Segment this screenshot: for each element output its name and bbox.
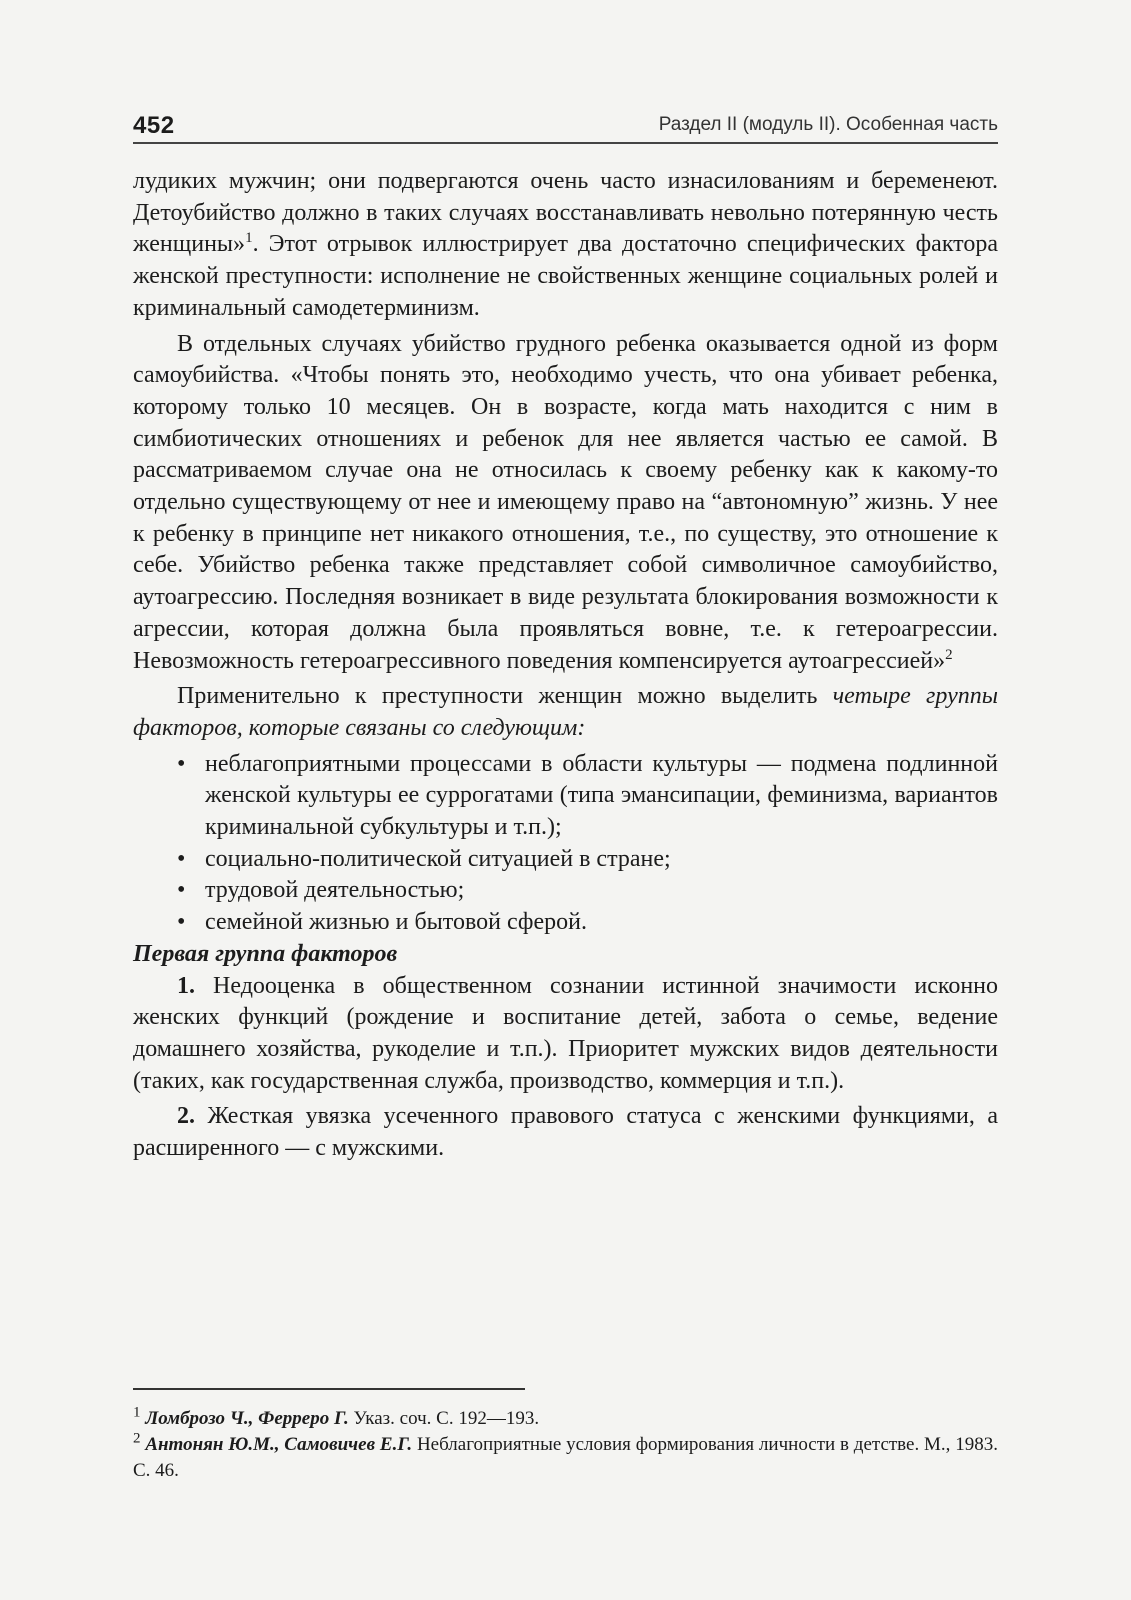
paragraph-text: лудиких мужчин; они подвергаются очень часто изнасилованиям и беременеют. Детоубийство должно в таких случаях восстанавливать невольно потерянную честь женщины» <box>133 168 998 258</box>
list-item: • социально-политической ситуацией в стране; <box>177 844 998 876</box>
list-item: • трудовой деятельностью; <box>177 875 998 907</box>
point-number: 2. <box>177 1103 195 1130</box>
paragraph-continued <box>133 166 998 325</box>
emphasis-text: четыре группы факторов, которые связаны со следующим: <box>133 683 998 741</box>
page-number: 452 <box>133 112 175 139</box>
page-header <box>133 108 998 144</box>
footnote-authors: Ломброзо Ч., Ферреро Г. <box>145 1408 349 1429</box>
footnote-text: Неблагоприятные условия формирования личности в детстве. М., 1983. С. 46. <box>133 1434 999 1481</box>
point-number: 1. <box>177 972 195 999</box>
point-text: Жесткая увязка усеченного правового статуса с женскими функциями, а расширенного — с мужскими. <box>133 1103 998 1162</box>
numbered-point <box>133 971 998 1098</box>
main-text <box>133 166 998 1165</box>
footnote-authors: Антонян Ю.М., Самовичев Е.Г. <box>145 1434 413 1455</box>
numbered-point <box>133 1101 998 1164</box>
footnote <box>133 1432 998 1484</box>
factor-list <box>133 749 998 939</box>
paragraph-text: . Этот отрывок иллюстрирует два достаточно специфических фактора женской преступности: исполнение не свойственных женщине социальных ролей и криминальный самодетерминизм. <box>133 231 998 321</box>
footnote-ref: 1 <box>245 230 253 247</box>
point-text: Недооценка в общественном сознании истинной значимости исконно женских функций (рождение и воспитание детей, забота о семье, ведение домашнего хозяйства, рукоделие и т.п.). Приоритет мужских видов деятельности (таких, как государственная служба, производство, коммерция и т.п.). <box>133 972 998 1094</box>
footnote-mark: 2 <box>133 1430 141 1447</box>
list-item: • семейной жизнью и бытовой сферой. <box>177 907 998 939</box>
footnote <box>133 1406 998 1432</box>
footnote-divider <box>133 1388 525 1390</box>
running-head: Раздел II (модуль II). Особенная часть <box>658 114 998 135</box>
subheading: Первая группа факторов <box>133 940 398 967</box>
footnote-ref: 2 <box>945 646 953 663</box>
footnote-text: Указ. соч. С. 192—193. <box>348 1408 540 1429</box>
paragraph <box>133 329 998 678</box>
footnotes <box>133 1406 998 1484</box>
paragraph-text: Применительно к преступности женщин можно выделить <box>177 683 833 710</box>
list-item: • неблагоприятными процессами в области культуры — подмена подлинной женской культуры ее суррогатами (типа эмансипации, феминизма, вариантов криминальной субкультуры и т.п.); <box>177 749 998 844</box>
paragraph-text: В отдельных случаях убийство грудного ребенка оказывается одной из форм самоубийства. «Чтобы понять это, необходимо учесть, что она убивает ребенка, которому только 10 месяцев. Он в возрасте, когда мать находится с ним в симбиотических отношениях и ребенок для нее является частью ее самой. В рассматриваемом случае она не относилась к своему ребенку как к какому-то отдельно существующему от нее и имеющему право на “автономную” жизнь. У нее к ребенку в принципе нет никакого отношения, т.е., по существу, это отношение к себе. Убийство ребенка также представляет собой символичное самоубийство, аутоагрессию. Последняя возникает в виде результата блокирования возможности к агрессии, которая должна была проявляться вовне, т.е. к гетероагрессии. Невозможность гетероагрессивного поведения компенсируется аутоагрессией» <box>133 330 998 674</box>
paragraph <box>133 681 998 744</box>
footnote-mark: 1 <box>133 1404 141 1421</box>
